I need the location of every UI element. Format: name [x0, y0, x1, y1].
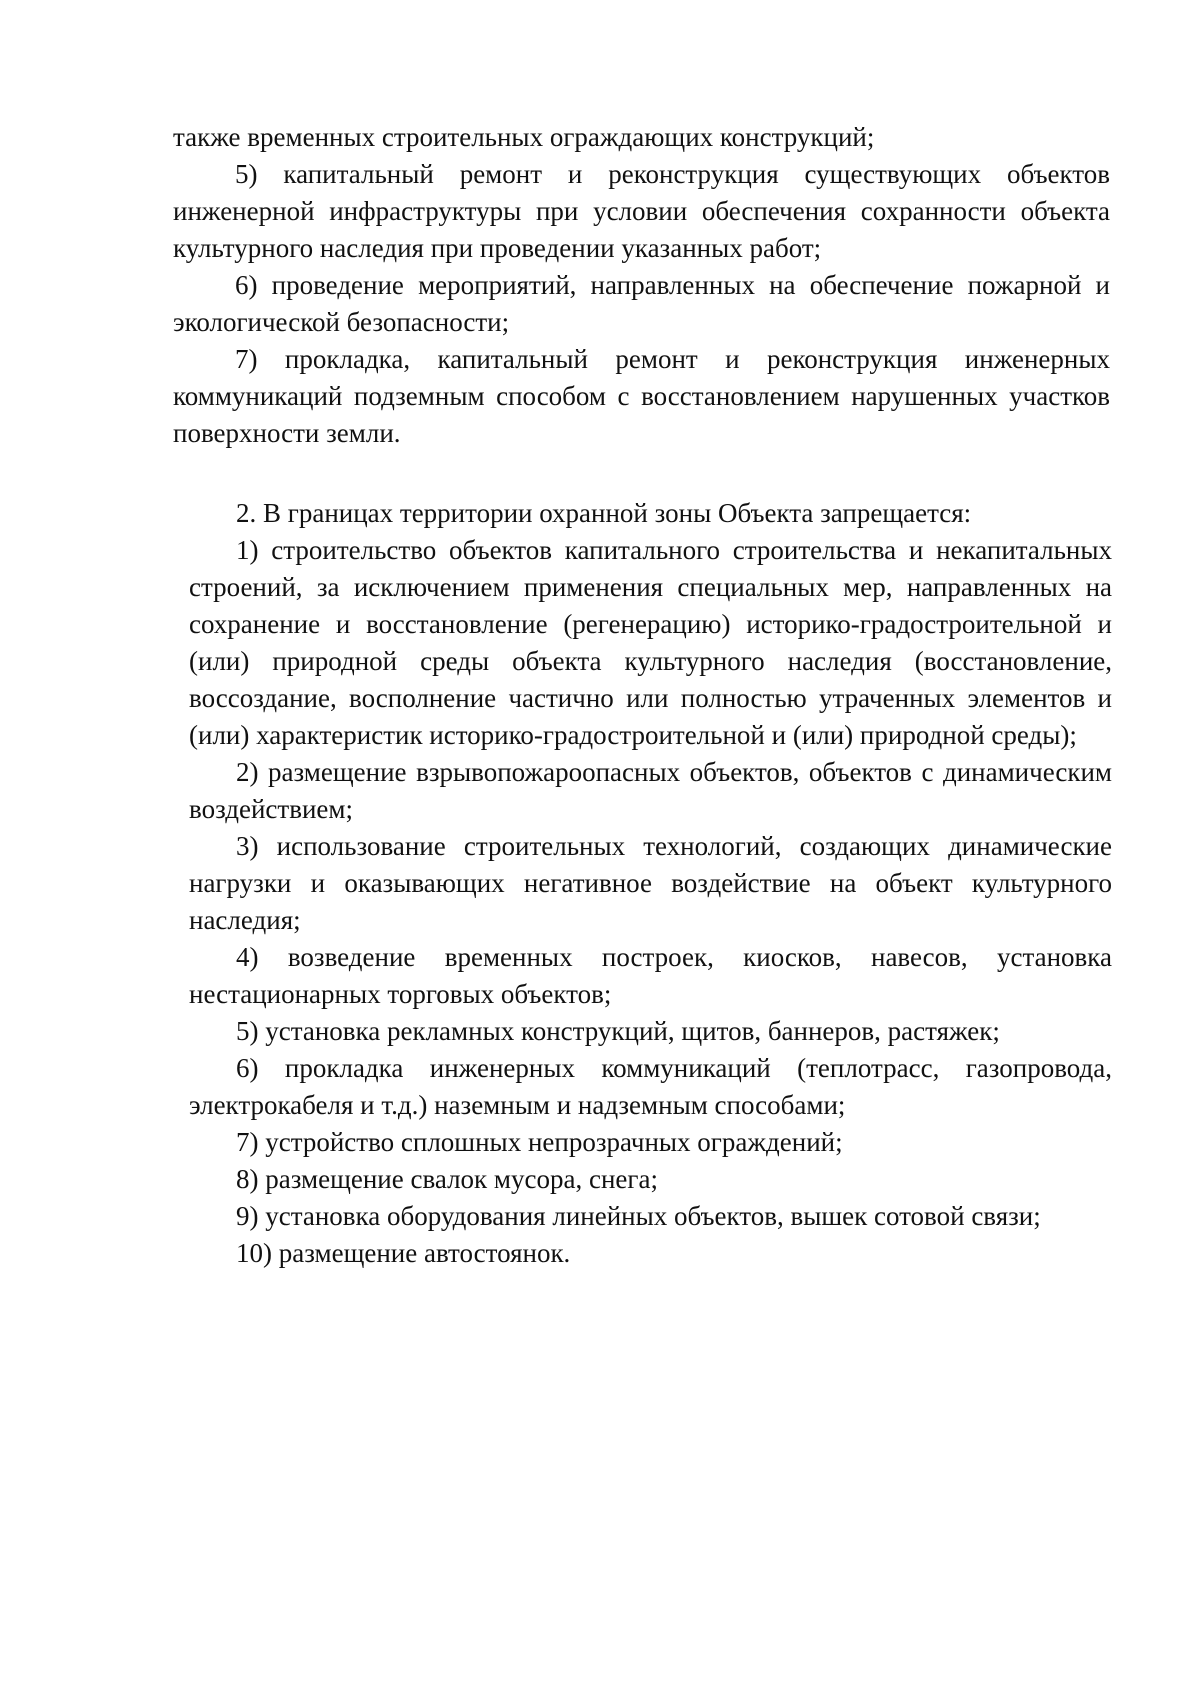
list-item-prohibited-10: 10) размещение автостоянок.: [236, 1238, 571, 1268]
list-item-prohibited-6: 6) прокладка инженерных коммуникаций (теплотрасс, газопровода, электрокабеля и т.д.) наземным и надземным способами;: [189, 1053, 1112, 1120]
list-item-prohibited-1: 1) строительство объектов капитального строительства и некапитальных строений, за исключением применения специальных мер, направленных на сохранение и восстановление (регенерацию) историко-градостроительной и (или) природной среды объекта культурного наследия (восстановление, воссоздание, восполнение частично или полностью утраченных элементов и (или) характеристик историко-градостроительной и (или) природной среды);: [189, 535, 1112, 750]
list-item-permitted-6: 6) проведение мероприятий, направленных на обеспечение пожарной и экологической безопасности;: [173, 270, 1110, 337]
section-heading: 2. В границах территории охранной зоны Объекта запрещается:: [236, 498, 972, 528]
prohibited-works-section: [189, 495, 1112, 1272]
continuation-paragraph: также временных строительных ограждающих конструкций;: [173, 122, 875, 152]
permitted-works-section: [173, 119, 1110, 452]
list-item-prohibited-7: 7) устройство сплошных непрозрачных ограждений;: [236, 1127, 843, 1157]
list-item-permitted-7: 7) прокладка, капитальный ремонт и реконструкция инженерных коммуникаций подземным способом с восстановлением нарушенных участков поверхности земли.: [173, 344, 1110, 448]
list-item-prohibited-9: 9) установка оборудования линейных объектов, вышек сотовой связи;: [236, 1201, 1041, 1231]
list-item-prohibited-4: 4) возведение временных построек, киосков, навесов, установка нестационарных торговых объектов;: [189, 942, 1112, 1009]
list-item-prohibited-5: 5) установка рекламных конструкций, щитов, баннеров, растяжек;: [236, 1016, 1000, 1046]
list-item-permitted-5: 5) капитальный ремонт и реконструкция существующих объектов инженерной инфраструктуры при условии обеспечения сохранности объекта культурного наследия при проведении указанных работ;: [173, 159, 1110, 263]
list-item-prohibited-3: 3) использование строительных технологий, создающих динамические нагрузки и оказывающих негативное воздействие на объект культурного наследия;: [189, 831, 1112, 935]
list-item-prohibited-8: 8) размещение свалок мусора, снега;: [236, 1164, 658, 1194]
list-item-prohibited-2: 2) размещение взрывопожароопасных объектов, объектов с динамическим воздействием;: [189, 757, 1112, 824]
